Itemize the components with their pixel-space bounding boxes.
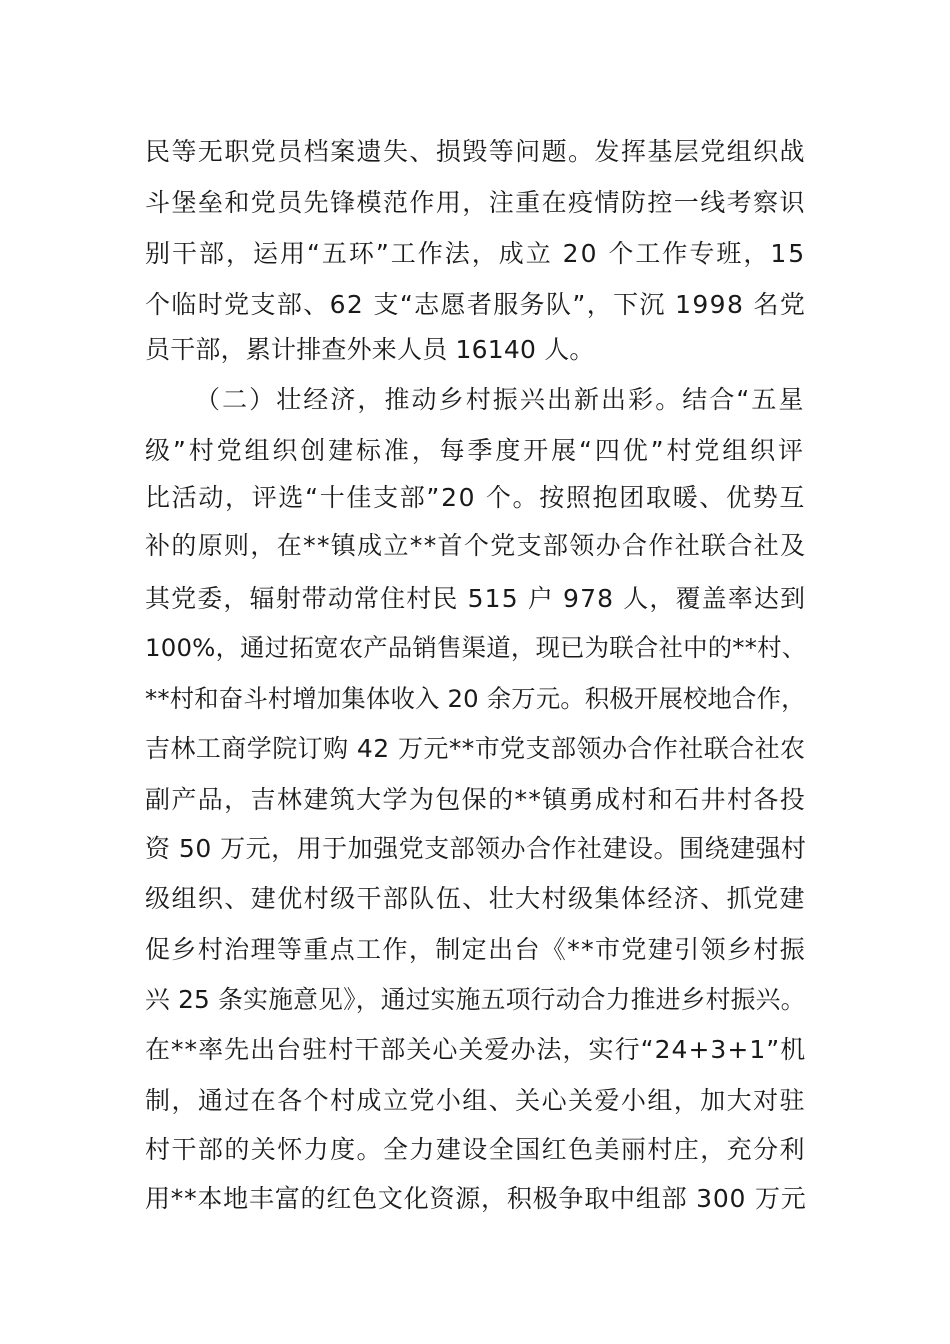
- text-line: 补的原则，在**镇成立**首个党支部领办合作社联合社及: [145, 531, 807, 560]
- text-line: 资 50 万元，用于加强党支部领办合作社建设。围绕建强村: [145, 834, 807, 863]
- text-line: 在**率先出台驻村干部关心关爱办法，实行“24+3+1”机: [145, 1035, 807, 1064]
- text-line: 级组织、建优村级干部队伍、壮大村级集体经济、抓党建: [145, 884, 807, 913]
- text-line: 员干部，累计排查外来人员 16140 人。: [145, 335, 595, 364]
- text-line: 制，通过在各个村成立党小组、关心关爱小组，加大对驻: [145, 1086, 807, 1115]
- text-line: 比活动，评选“十佳支部”20 个。按照抱团取暖、优势互: [145, 483, 807, 512]
- text-line: 斗堡垒和党员先锋模范作用，注重在疫情防控一线考察识: [145, 188, 807, 217]
- text-line: 民等无职党员档案遗失、损毁等问题。发挥基层党组织战: [145, 137, 807, 166]
- text-line: 100%，通过拓宽农产品销售渠道，现已为联合社中的**村、: [145, 633, 807, 662]
- text-line: 其党委，辐射带动常住村民 515 户 978 人，覆盖率达到: [145, 584, 807, 613]
- text-line: 副产品，吉林建筑大学为包保的**镇勇成村和石井村各投: [145, 785, 807, 814]
- text-line: 吉林工商学院订购 42 万元**市党支部领办合作社联合社农: [145, 734, 806, 763]
- text-line: 别干部，运用“五环”工作法，成立 20 个工作专班，15: [145, 239, 807, 268]
- paragraph-heading-line: （二）壮经济，推动乡村振兴出新出彩。结合“五星: [195, 385, 806, 414]
- text-line: 用**本地丰富的红色文化资源，积极争取中组部 300 万元: [145, 1184, 807, 1213]
- text-line: 村干部的关怀力度。全力建设全国红色美丽村庄，充分利: [145, 1135, 807, 1164]
- text-line: 兴 25 条实施意见》，通过实施五项行动合力推进乡村振兴。: [145, 985, 806, 1014]
- text-line: **村和奋斗村增加集体收入 20 余万元。积极开展校地合作，: [145, 684, 806, 713]
- text-line: 个临时党支部、62 支“志愿者服务队”，下沉 1998 名党: [145, 290, 807, 319]
- text-line: 促乡村治理等重点工作，制定出台《**市党建引领乡村振: [145, 935, 807, 964]
- text-line: 级”村党组织创建标准，每季度开展“四优”村党组织评: [145, 436, 806, 465]
